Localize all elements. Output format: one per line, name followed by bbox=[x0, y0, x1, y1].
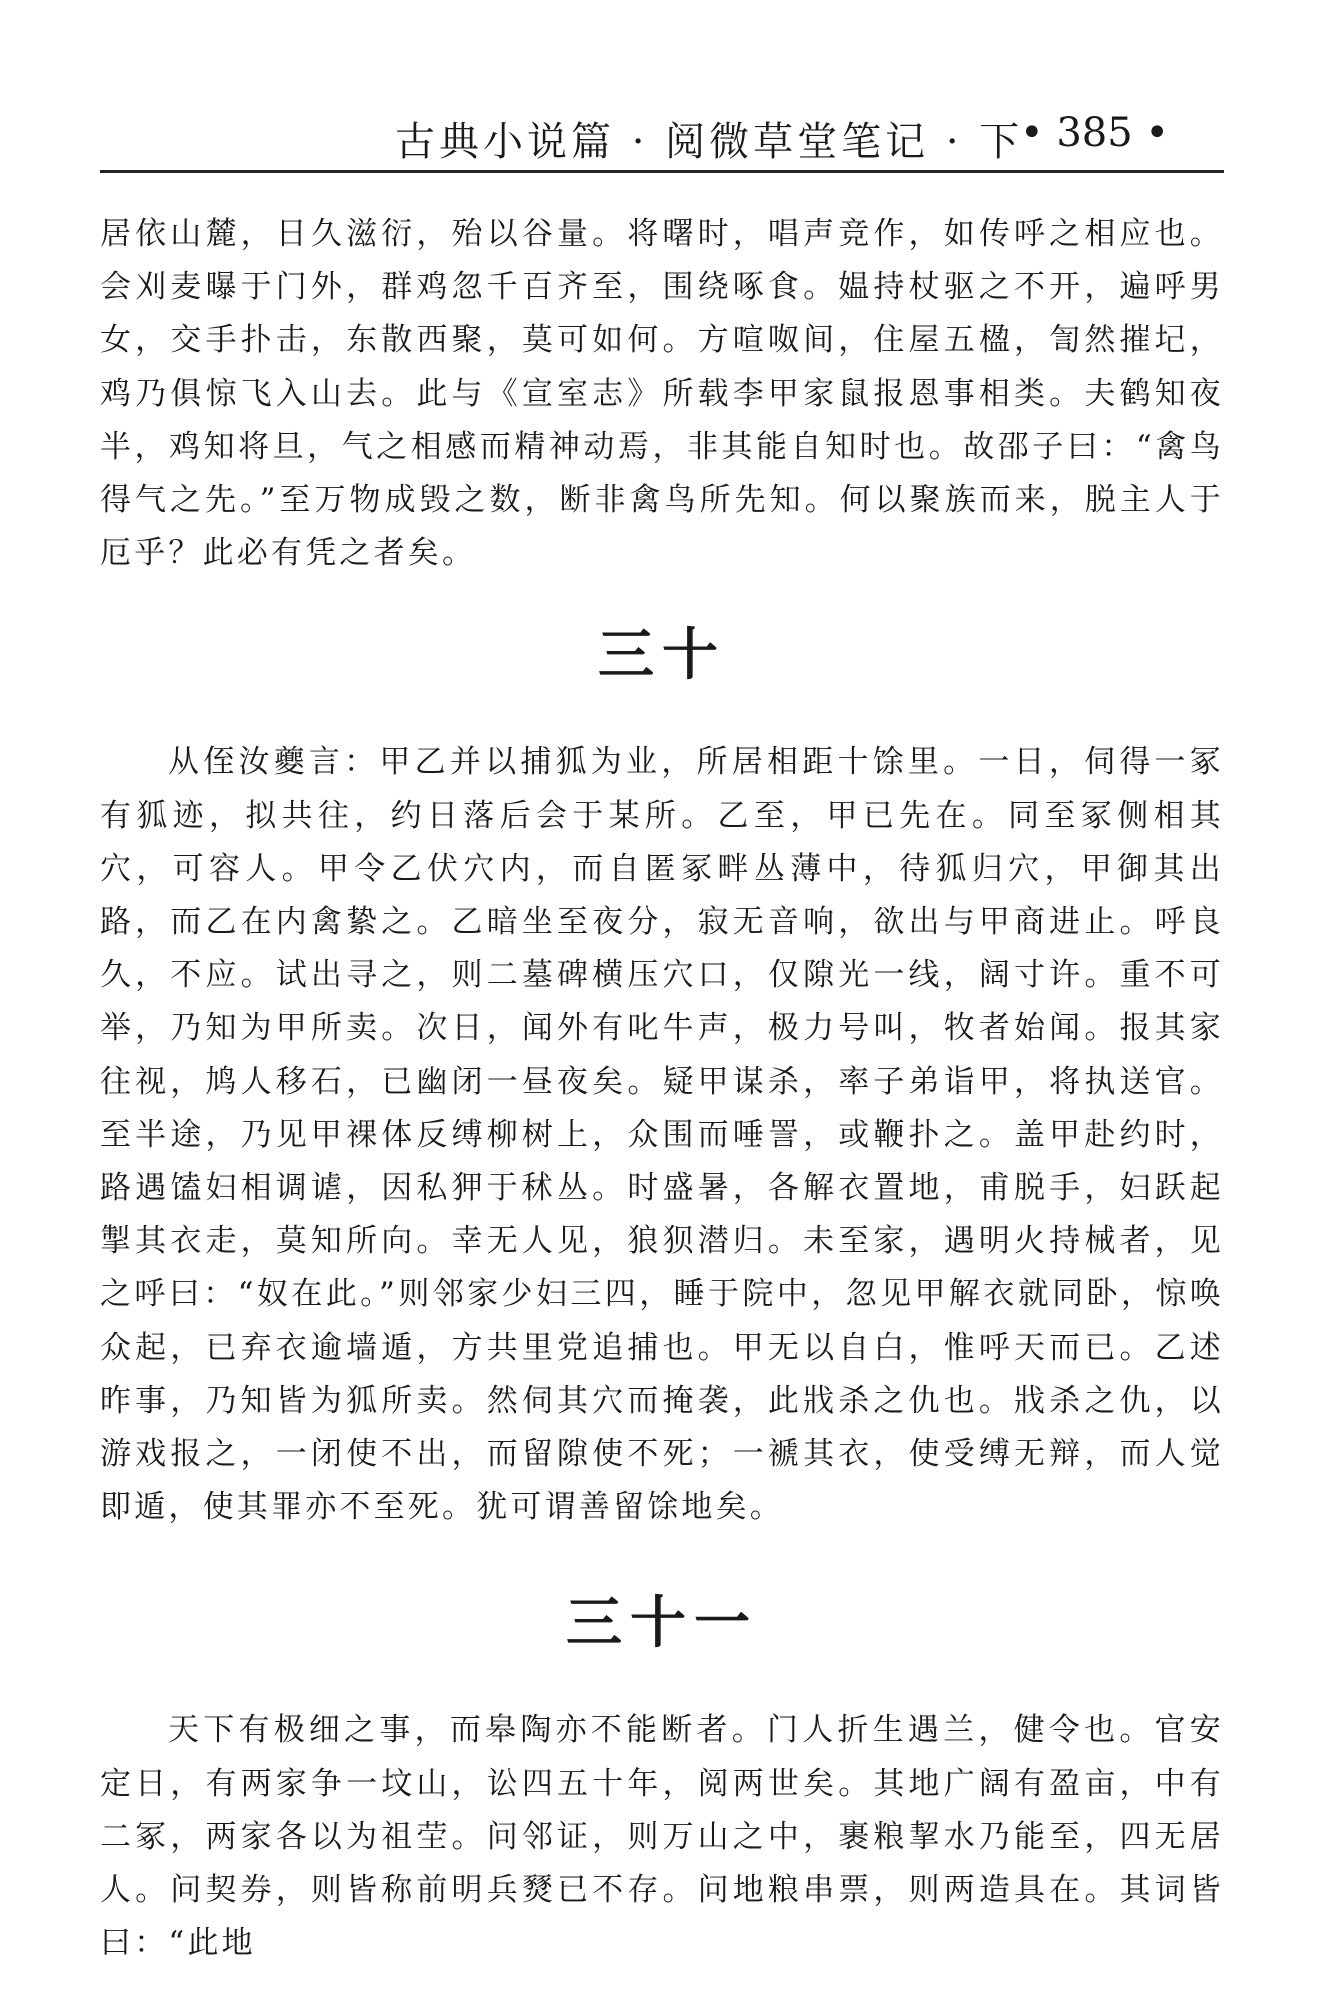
paragraph-section-31: 天下有极细之事，而皋陶亦不能断者。门人折生遇兰，健令也。官安定日，有两家争一坟山，讼四五十年，阅两世矣。其地广阔有盈亩，中有二冢，两家各以为祖茔。问邻证，则万山之中，裹粮挈水乃能至，四无居人。问契券，则皆称前明兵燹已不存。问地粮串票，则两造具在。其词皆曰：“此地 bbox=[100, 1712, 1224, 1962]
paragraph-continued: 居依山麓，日久滋衍，殆以谷量。将曙时，唱声竞作，如传呼之相应也。会刈麦曝于门外，群鸡忽千百齐至，围绕啄食。媪持杖驱之不开，遍呼男女，交手扑击，东散西聚，莫可如何。方喧呶间，住屋五楹，訇然摧圮，鸡乃俱惊飞入山去。此与《宣室志》所载李甲家鼠报恩事相类。夫鹤知夜半，鸡知将旦，气之相感而精神动焉，非其能自知时也。故邵子曰：“禽鸟得气之先。”至万物成毁之数，断非禽鸟所先知。何以聚族而来，脱主人于厄乎？此必有凭之者矣。 bbox=[100, 216, 1224, 572]
running-header-title: 古典小说篇 · 阅微草堂笔记 · 下 bbox=[395, 119, 1024, 165]
section-heading-30: 三十 bbox=[598, 623, 726, 689]
paragraph-section-30: 从侄汝夔言：甲乙并以捕狐为业，所居相距十馀里。一日，伺得一冢有狐迹，拟共往，约日落后会于某所。乙至，甲已先在。同至冢侧相其穴，可容人。甲令乙伏穴内，而自匿冢畔丛薄中，待狐归穴，甲御其出路，而乙在内禽絷之。乙暗坐至夜分，寂无音响，欲出与甲商进止。呼良久，不应。试出寻之，则二墓碑横压穴口，仅隙光一线，阔寸许。重不可举，乃知为甲所卖。次日，闻外有叱牛声，极力号叫，牧者始闻。报其家往视，鸠人移石，已幽闭一昼夜矣。疑甲谋杀，率子弟诣甲，将执送官。至半途，乃见甲裸体反缚柳树上，众围而唾詈，或鞭扑之。盖甲赴约时，路遇馌妇相调谑，因私狎于秫丛。时盛暑，各解衣置地，甫脱手，妇跃起掣其衣走，莫知所向。幸无人见，狼狈潜归。未至家，遇明火持械者，见之呼曰：“奴在此。”则邻家少妇三四，睡于院中，忽见甲解衣就同卧，惊唤众起，已弃衣逾墙遁，方共里党追捕也。甲无以自白，惟呼天而已。乙述昨事，乃知皆为狐所卖。然伺其穴而掩袭，此戕杀之仇也。戕杀之仇，以游戏报之，一闭使不出，而留隙使不死；一褫其衣，使受缚无辩，而人觉即遁，使其罪亦不至死。犹可谓善留馀地矣。 bbox=[100, 744, 1224, 1526]
section-heading-31: 三十一 bbox=[566, 1591, 758, 1657]
page-body bbox=[100, 208, 1224, 1970]
page-number: • 385 • bbox=[1020, 110, 1169, 156]
header-divider bbox=[100, 170, 1224, 173]
running-header bbox=[100, 100, 1224, 170]
